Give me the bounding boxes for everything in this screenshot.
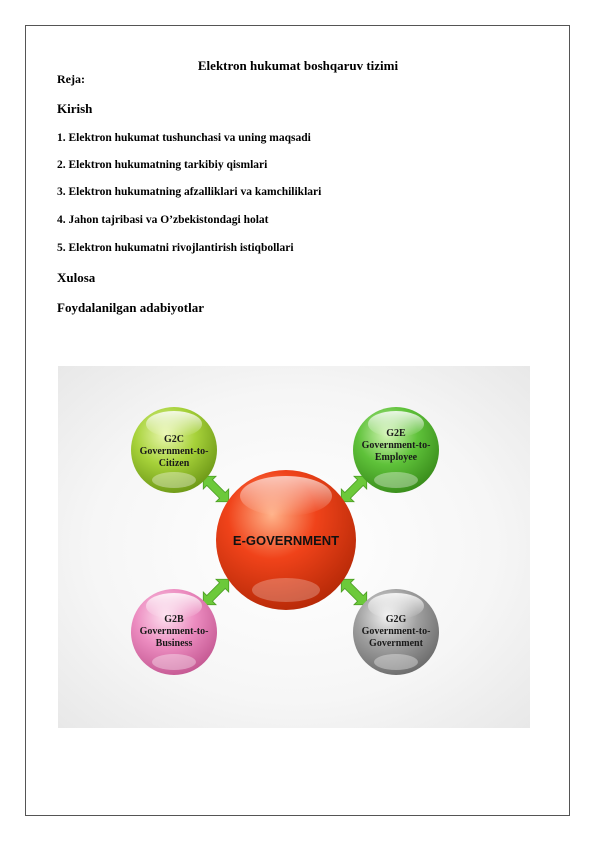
- g2b-line-2: Government-to-: [139, 626, 209, 637]
- g2c-line-2: Government-to-: [139, 446, 209, 457]
- g2e-line-3: Employee: [374, 452, 418, 463]
- center-label: E-GOVERNMENT: [232, 533, 340, 548]
- outline-item-1: 1. Elektron hukumat tushunchasi va uning maqsadi: [57, 132, 311, 144]
- diagram-svg: [58, 366, 530, 728]
- document-title: Elektron hukumat boshqaruv tizimi: [197, 58, 399, 73]
- outline-item-5: 5. Elektron hukumatni rivojlantirish istiqbollari: [57, 242, 294, 254]
- g2e-line-2: Government-to-: [361, 440, 431, 451]
- plan-label: Reja:: [57, 72, 85, 86]
- node-g2b: [131, 589, 217, 675]
- g2b-line-1: G2B: [164, 614, 184, 625]
- g2g-line-1: G2G: [385, 614, 407, 625]
- g2g-line-3: Government: [369, 638, 423, 649]
- outline-intro: Kirish: [57, 101, 93, 116]
- outline-conclusion: Xulosa: [57, 270, 96, 285]
- g2c-line-3: Citizen: [158, 458, 190, 469]
- g2e-line-1: G2E: [386, 428, 406, 439]
- outline-item-2: 2. Elektron hukumatning tarkibiy qismlari: [57, 159, 268, 171]
- g2c-line-1: G2C: [164, 434, 184, 445]
- g2b-line-3: Business: [155, 638, 193, 649]
- g2g-line-2: Government-to-: [361, 626, 431, 637]
- node-e-government: [216, 470, 356, 610]
- outline-item-3: 3. Elektron hukumatning afzalliklari va kamchiliklari: [57, 186, 322, 198]
- outline-item-4: 4. Jahon tajribasi va O’zbekistondagi holat: [57, 214, 269, 226]
- outline-references: Foydalanilgan adabiyotlar: [57, 300, 204, 315]
- node-g2c: [131, 407, 217, 493]
- e-government-diagram: [58, 366, 530, 728]
- node-g2e: [353, 407, 439, 493]
- node-g2g: [353, 589, 439, 675]
